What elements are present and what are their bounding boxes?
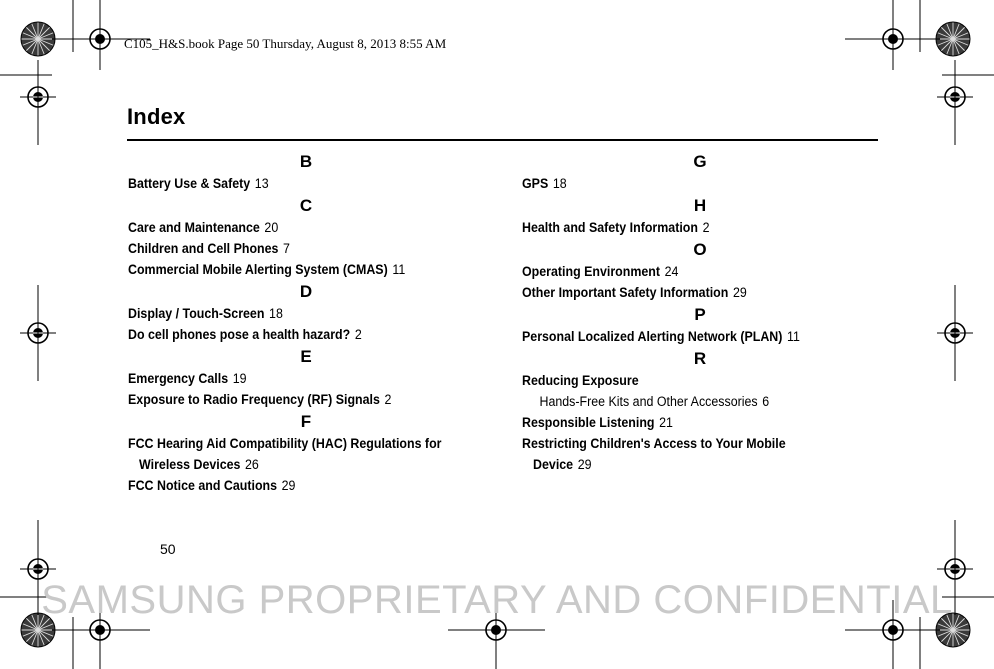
entry-term: Commercial Mobile Alerting System (CMAS) <box>128 262 388 277</box>
star-target-icon <box>21 22 55 56</box>
entry-term-continuation: Wireless Devices <box>139 457 241 472</box>
index-entry <box>522 217 850 238</box>
section-letter: C <box>299 196 313 215</box>
star-target-icon <box>936 22 970 56</box>
title-rule <box>127 139 878 141</box>
section-letter: H <box>693 196 707 215</box>
page-number: 50 <box>160 541 176 557</box>
index-entry <box>128 324 456 345</box>
index-section-o <box>522 238 878 303</box>
index-entry <box>128 433 456 454</box>
entry-term: Display / Touch-Screen <box>128 306 265 321</box>
entry-page: 11 <box>392 262 406 277</box>
entry-term: Other Important Safety Information <box>522 285 729 300</box>
entry-term: Reducing Exposure <box>522 373 639 388</box>
page-title: Index <box>127 104 186 129</box>
entry-term: FCC Notice and Cautions <box>128 478 278 493</box>
section-letter: D <box>299 282 313 301</box>
index-section-b <box>128 150 484 194</box>
entry-page: 29 <box>577 457 592 472</box>
entry-page: 29 <box>281 478 296 493</box>
subentry-term: Hands-Free Kits and Other Accessories <box>539 394 758 409</box>
index-entry <box>128 259 456 280</box>
index-entry-continuation <box>128 454 456 475</box>
section-letter: B <box>299 152 313 171</box>
entry-page: 11 <box>787 329 800 344</box>
index-entry <box>522 433 850 454</box>
index-entry-continuation <box>522 454 850 475</box>
index-entry <box>522 282 850 303</box>
entry-term: Personal Localized Alerting Network (PLAN) <box>522 329 783 344</box>
index-entry <box>522 412 850 433</box>
entry-term: Battery Use & Safety <box>128 176 251 191</box>
entry-term: GPS <box>522 176 549 191</box>
section-letter: R <box>693 349 707 368</box>
index-entry <box>128 238 456 259</box>
entry-page: 2 <box>354 327 362 342</box>
index-section-c <box>128 194 484 280</box>
index-entry <box>522 326 850 347</box>
entry-term: Exposure to Radio Frequency (RF) Signals <box>128 392 380 407</box>
index-column-right <box>522 150 878 475</box>
entry-term: Health and Safety Information <box>522 220 698 235</box>
index-column-left <box>128 150 484 496</box>
index-section-p <box>522 303 878 347</box>
entry-page: 20 <box>264 220 279 235</box>
confidential-watermark: SAMSUNG PROPRIETARY AND CONFIDENTIAL <box>41 578 953 622</box>
entry-term: Responsible Listening <box>522 415 655 430</box>
entry-term: Emergency Calls <box>128 371 229 386</box>
entry-page: 19 <box>232 371 247 386</box>
entry-page: 6 <box>762 394 770 409</box>
index-section-r <box>522 347 878 475</box>
entry-term: Operating Environment <box>522 264 661 279</box>
index-section-g <box>522 150 878 194</box>
index-entry <box>128 173 456 194</box>
entry-page: 2 <box>384 392 392 407</box>
index-section-h <box>522 194 878 238</box>
entry-page: 18 <box>269 306 283 321</box>
section-letter: G <box>693 152 707 171</box>
entry-term-continuation: Device <box>533 457 574 472</box>
entry-page: 2 <box>702 220 710 235</box>
index-subentry <box>522 391 850 412</box>
index-entry <box>522 173 850 194</box>
entry-term: Children and Cell Phones <box>128 241 279 256</box>
section-letter: O <box>693 240 707 259</box>
index-entry <box>128 368 456 389</box>
index-entry <box>522 370 850 391</box>
entry-term: Do cell phones pose a health hazard? <box>128 327 351 342</box>
index-entry <box>128 389 456 410</box>
section-letter: F <box>300 412 312 431</box>
index-entry <box>522 261 850 282</box>
entry-page: 29 <box>732 285 747 300</box>
entry-term: Restricting Children's Access to Your Mobile <box>522 436 786 451</box>
entry-term: Care and Maintenance <box>128 220 260 235</box>
entry-page: 24 <box>664 264 679 279</box>
index-entry <box>128 303 456 324</box>
index-entry <box>128 217 456 238</box>
index-section-e <box>128 345 484 410</box>
index-section-f <box>128 410 484 496</box>
entry-page: 7 <box>283 241 290 256</box>
section-letter: E <box>300 347 312 366</box>
entry-term: FCC Hearing Aid Compatibility (HAC) Regulations for <box>128 436 442 451</box>
index-section-d <box>128 280 484 345</box>
section-letter: P <box>694 305 706 324</box>
entry-page: 21 <box>659 415 673 430</box>
index-entry <box>128 475 456 496</box>
entry-page: 26 <box>245 457 259 472</box>
entry-page: 13 <box>254 176 269 191</box>
entry-page: 18 <box>552 176 567 191</box>
book-page-header: C105_H&S.book Page 50 Thursday, August 8, 2013 8:55 AM <box>124 36 447 51</box>
